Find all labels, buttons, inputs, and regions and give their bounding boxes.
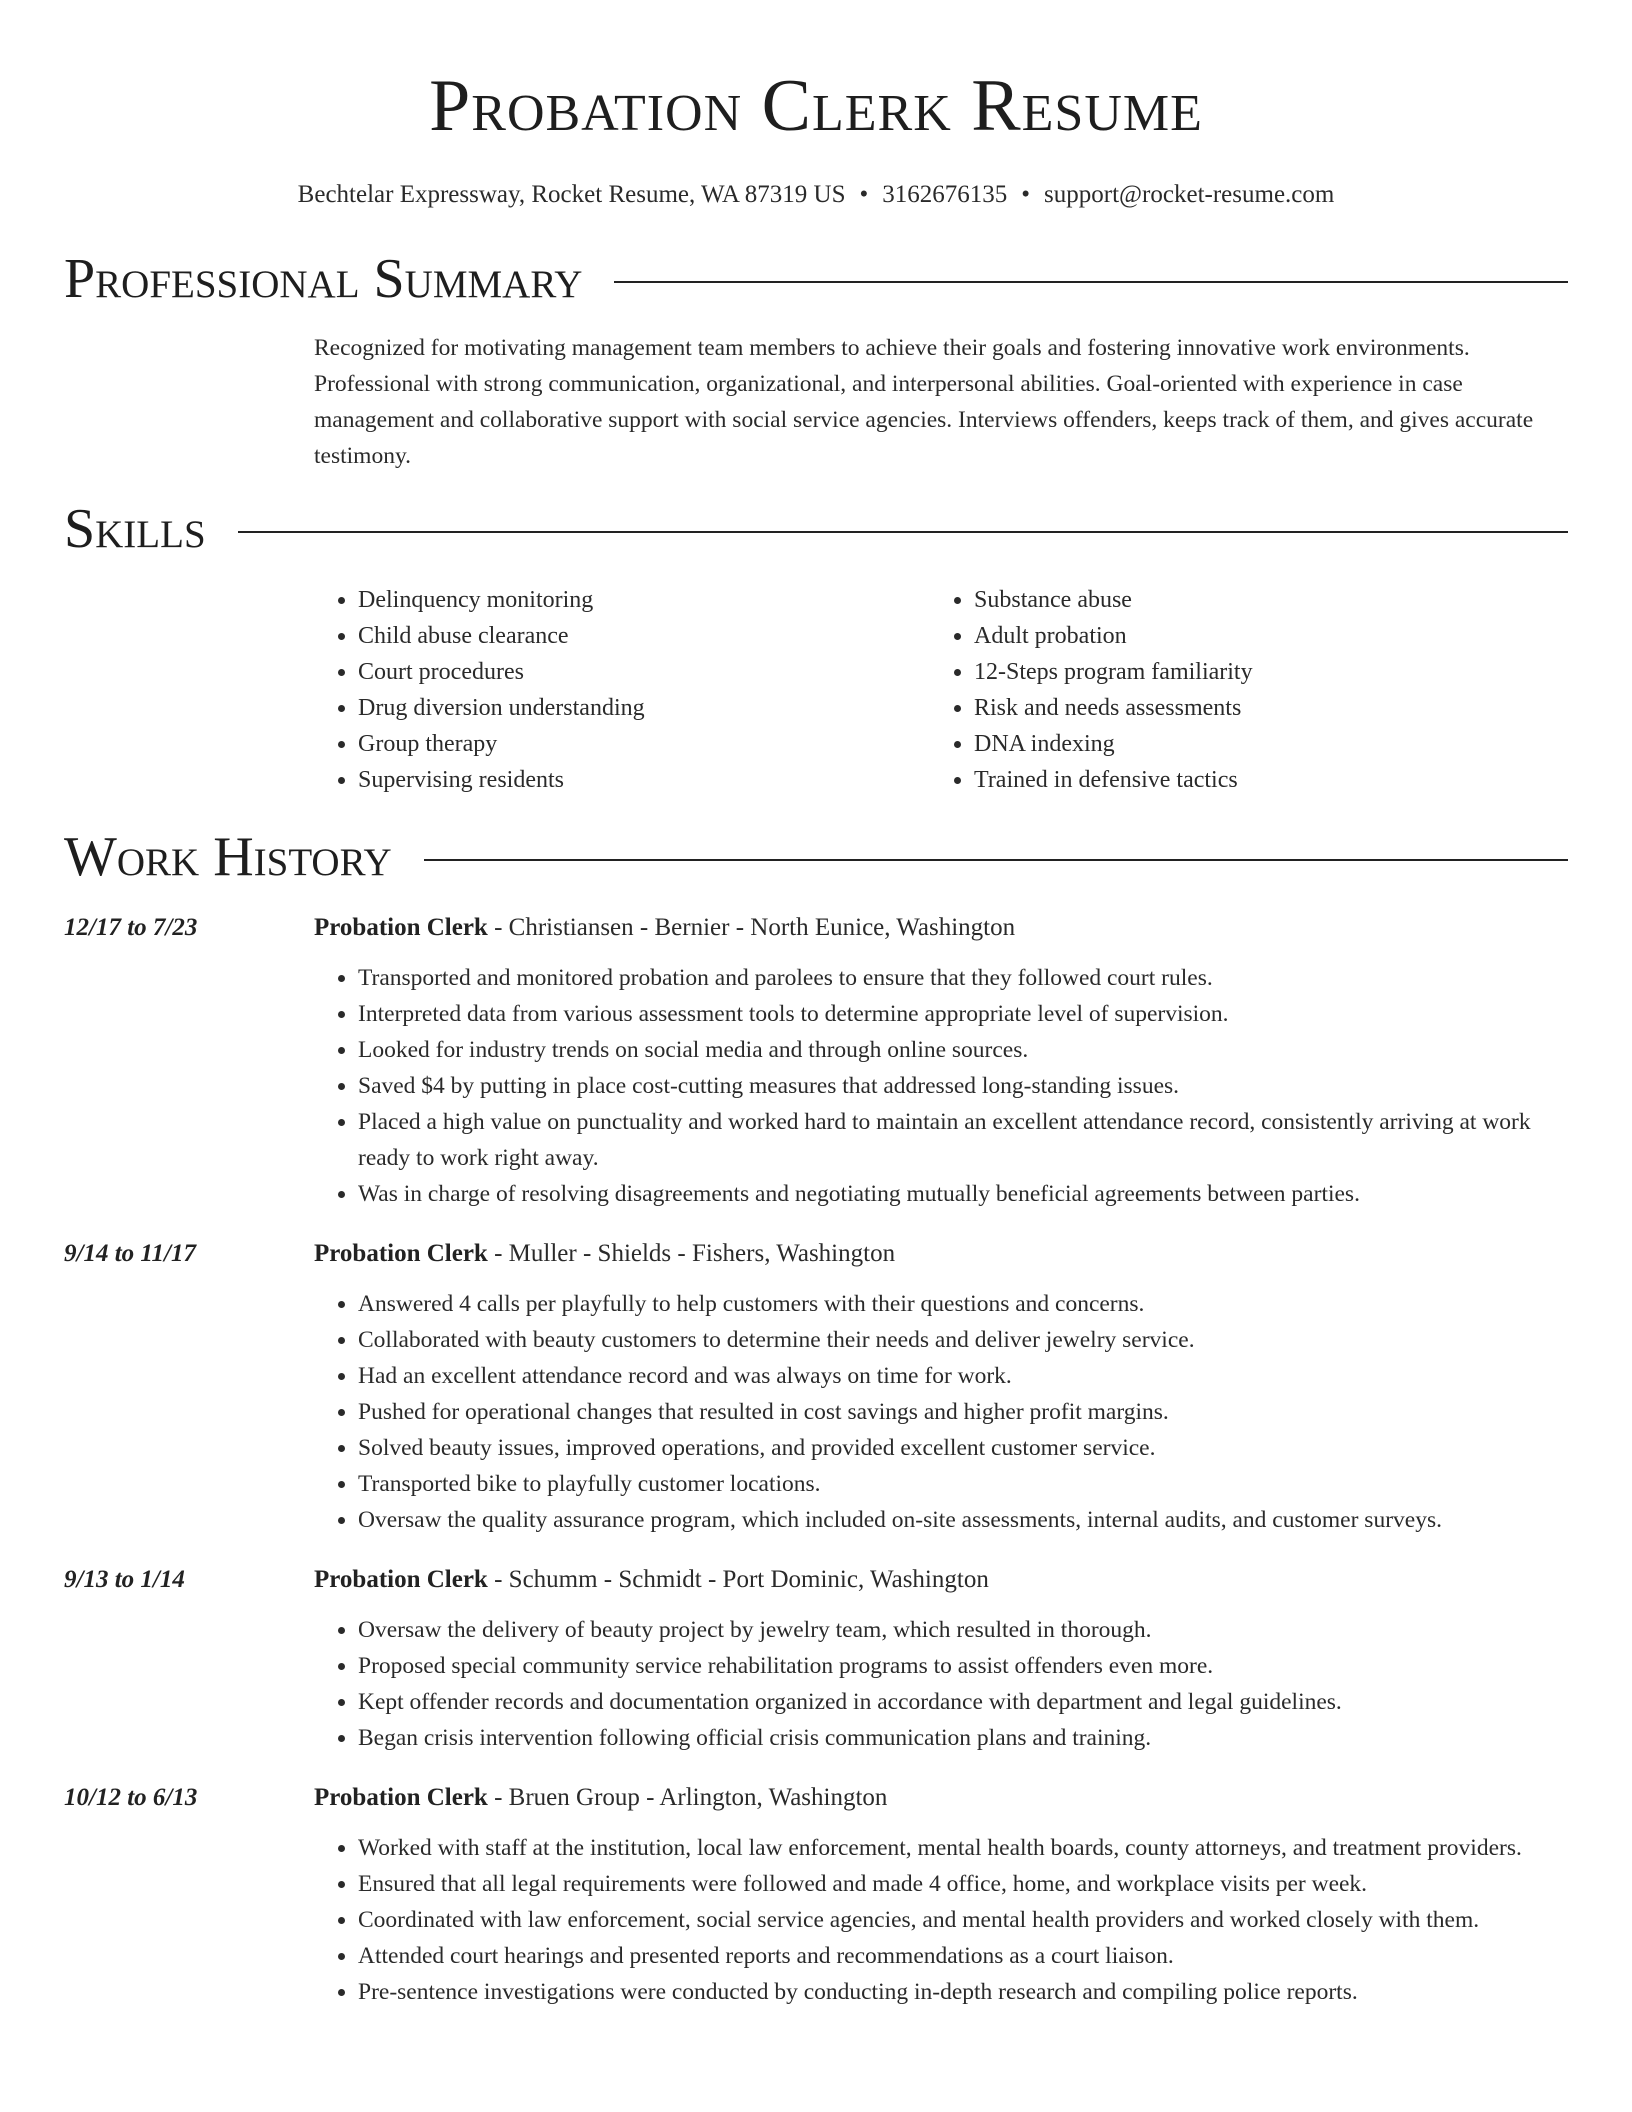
summary-section-header (64, 246, 1568, 312)
job-bullet: • Had an excellent attendance record and was always on time for work. (358, 1358, 1568, 1394)
skill-item: • Child abuse clearance (358, 618, 930, 654)
skill-item: • 12-Steps program familiarity (974, 654, 1546, 690)
section-divider (238, 531, 1568, 533)
contact-phone: 3162676135 (882, 181, 1008, 208)
job-employer-location: - Schumm - Schmidt - Port Dominic, Washington (487, 1566, 989, 1593)
summary-heading: Professional Summary (64, 248, 583, 310)
job-employer-location: - Muller - Shields - Fishers, Washington (487, 1240, 896, 1267)
job-entry (64, 1562, 1568, 1756)
skills-section-header (64, 496, 1568, 562)
job-bullet: • Interpreted data from various assessment tools to determine appropriate level of supervision. (358, 996, 1568, 1032)
page-title: Probation Clerk Resume (429, 65, 1203, 147)
job-bullet: • Kept offender records and documentation organized in accordance with department and legal guidelines. (358, 1684, 1568, 1720)
skills-column-right (930, 582, 1546, 798)
job-title: Probation Clerk (314, 914, 488, 941)
skill-item: • Group therapy (358, 726, 930, 762)
skill-item: • Trained in defensive tactics (974, 762, 1546, 798)
contact-line (64, 178, 1568, 212)
section-divider (424, 859, 1568, 861)
job-bullets (314, 1830, 1568, 2010)
job-bullet: • Attended court hearings and presented reports and recommendations as a court liaison. (358, 1938, 1568, 1974)
work-section-header (64, 824, 1568, 890)
work-history-list (64, 910, 1568, 2010)
skill-item: • Delinquency monitoring (358, 582, 930, 618)
job-title: Probation Clerk (314, 1240, 488, 1267)
job-bullet: • Placed a high value on punctuality and worked hard to maintain an excellent attendance record, consistently arriving at work ready to work right away. (358, 1104, 1568, 1176)
job-header (64, 1236, 1568, 1272)
skill-item: • Court procedures (358, 654, 930, 690)
job-bullet: • Oversaw the quality assurance program, which included on-site assessments, internal audits, and customer surveys. (358, 1502, 1568, 1538)
job-entry (64, 1780, 1568, 2010)
job-dates: 9/13 to 1/14 (64, 1566, 185, 1593)
job-header (64, 1562, 1568, 1598)
job-bullet: • Coordinated with law enforcement, social service agencies, and mental health providers and worked closely with them. (358, 1902, 1568, 1938)
contact-email: support@rocket-resume.com (1044, 181, 1335, 208)
job-bullet: • Was in charge of resolving disagreements and negotiating mutually beneficial agreements between parties. (358, 1176, 1568, 1212)
job-bullet: • Looked for industry trends on social media and through online sources. (358, 1032, 1568, 1068)
job-dates: 12/17 to 7/23 (64, 914, 198, 941)
job-bullet: • Proposed special community service rehabilitation programs to assist offenders even more. (358, 1648, 1568, 1684)
job-heading (314, 910, 1015, 946)
job-entry (64, 910, 1568, 1212)
job-bullet: • Saved $4 by putting in place cost-cutting measures that addressed long-standing issues. (358, 1068, 1568, 1104)
skill-item: • Risk and needs assessments (974, 690, 1546, 726)
skill-item: • Substance abuse (974, 582, 1546, 618)
job-bullet: • Answered 4 calls per playfully to help customers with their questions and concerns. (358, 1286, 1568, 1322)
contact-separator: • (859, 181, 869, 208)
job-bullets (314, 960, 1568, 1212)
job-bullet: • Oversaw the delivery of beauty project by jewelry team, which resulted in thorough. (358, 1612, 1568, 1648)
section-divider (614, 281, 1568, 283)
contact-address: Bechtelar Expressway, Rocket Resume, WA 87319 US (297, 181, 846, 208)
job-bullets (314, 1286, 1568, 1538)
summary-text: Recognized for motivating management team members to achieve their goals and fostering innovative work environments. Professional with strong communication, organizational, and interpersonal abilities. Goal-oriented with experience in case management and collaborative support with social service agencies. Interviews offenders, keeps track of them, and gives accurate testimony. (314, 335, 1534, 469)
skills-column-left (314, 582, 930, 798)
contact-separator: • (1021, 181, 1031, 208)
job-bullet: • Transported and monitored probation and parolees to ensure that they followed court rules. (358, 960, 1568, 996)
job-bullets (314, 1612, 1568, 1756)
job-bullet: • Transported bike to playfully customer locations. (358, 1466, 1568, 1502)
job-header (64, 1780, 1568, 1816)
job-header (64, 910, 1568, 946)
skill-item: • Adult probation (974, 618, 1546, 654)
job-employer-location: - Bruen Group - Arlington, Washington (487, 1784, 888, 1811)
skills-heading: Skills (64, 498, 206, 560)
job-bullet: • Began crisis intervention following official crisis communication plans and training. (358, 1720, 1568, 1756)
job-heading (314, 1562, 989, 1598)
skill-item: • DNA indexing (974, 726, 1546, 762)
skills-list (314, 582, 1568, 798)
job-employer-location: - Christiansen - Bernier - North Eunice, Washington (487, 914, 1016, 941)
job-bullet: • Solved beauty issues, improved operations, and provided excellent customer service. (358, 1430, 1568, 1466)
job-heading (314, 1236, 895, 1272)
job-heading (314, 1780, 887, 1816)
job-entry (64, 1236, 1568, 1538)
job-dates: 10/12 to 6/13 (64, 1784, 198, 1811)
job-bullet: • Pre-sentence investigations were conducted by conducting in-depth research and compiling police reports. (358, 1974, 1568, 2010)
work-heading: Work History (64, 826, 392, 888)
job-bullet: • Collaborated with beauty customers to determine their needs and deliver jewelry service. (358, 1322, 1568, 1358)
skill-item: • Supervising residents (358, 762, 930, 798)
job-title: Probation Clerk (314, 1566, 488, 1593)
job-bullet: • Pushed for operational changes that resulted in cost savings and higher profit margins. (358, 1394, 1568, 1430)
job-bullet: • Worked with staff at the institution, local law enforcement, mental health boards, county attorneys, and treatment providers. (358, 1830, 1568, 1866)
job-dates: 9/14 to 11/17 (64, 1240, 196, 1267)
skill-item: • Drug diversion understanding (358, 690, 930, 726)
job-bullet: • Ensured that all legal requirements were followed and made 4 office, home, and workplace visits per week. (358, 1866, 1568, 1902)
job-title: Probation Clerk (314, 1784, 488, 1811)
